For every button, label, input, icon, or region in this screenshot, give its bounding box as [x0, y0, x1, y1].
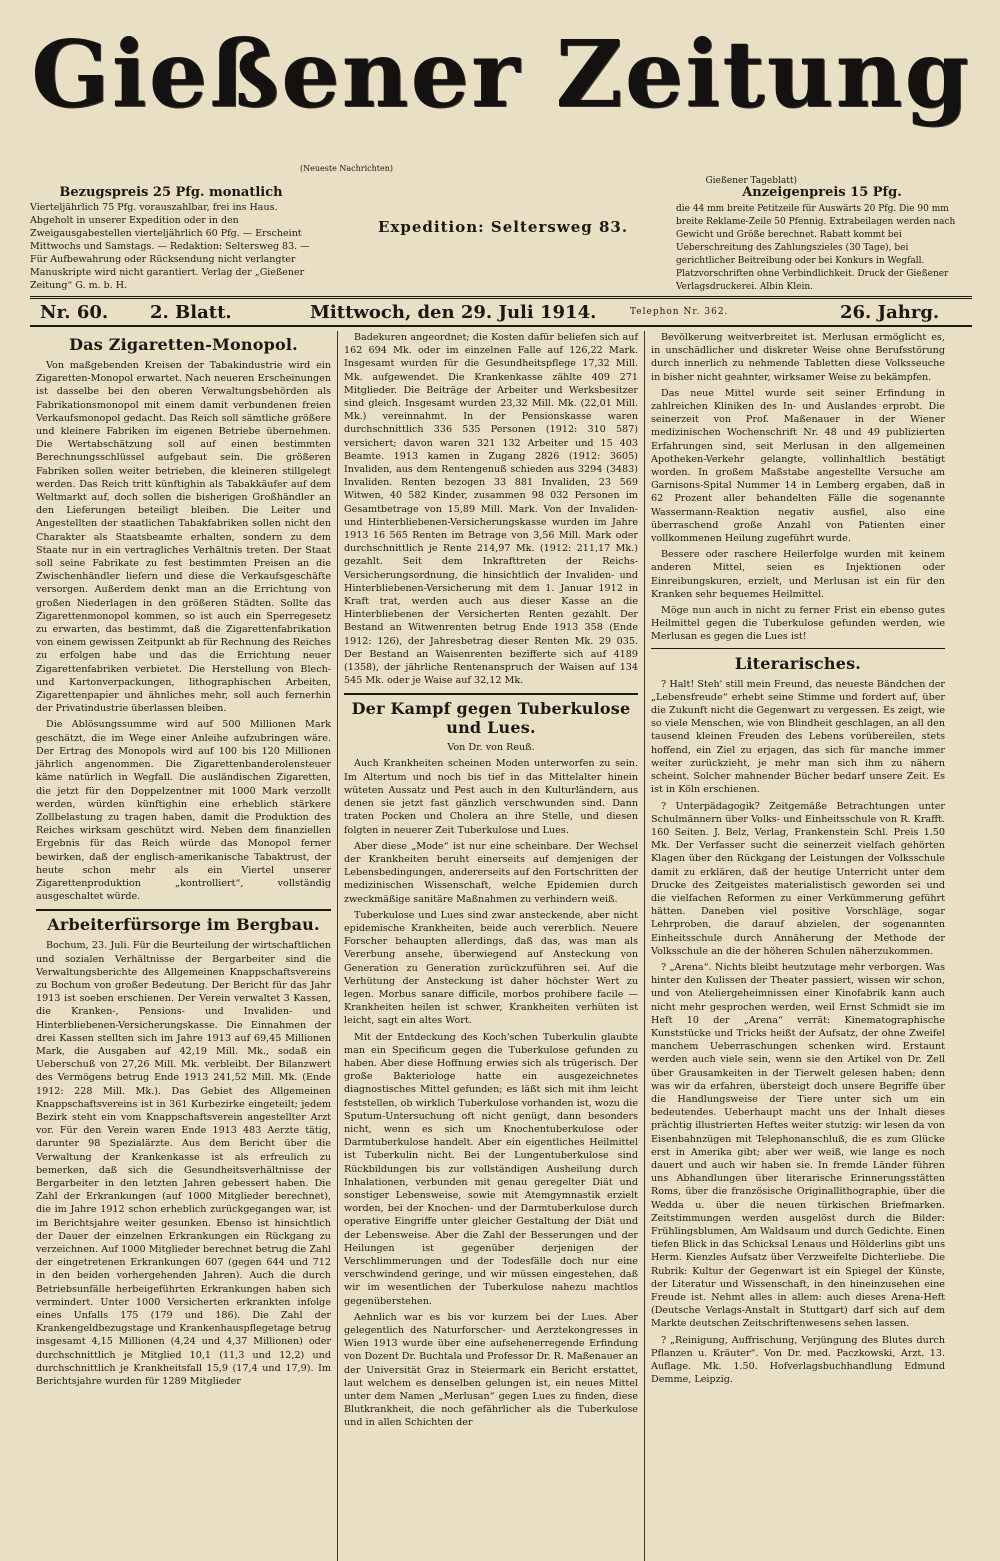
newspaper-title: Gießener Zeitung [31, 20, 971, 128]
info-row [30, 182, 972, 302]
subscription-price: Bezugspreis 25 Pfg. monatlich [59, 185, 283, 200]
column-right [644, 331, 951, 1561]
headline-tuberkulose: Der Kampf gegen Tuberkulose und Lues. [344, 693, 638, 737]
masthead-subtitle-right: Gießener Tageblatt) [705, 176, 797, 186]
paragraph: Mit der Entdeckung des Koch'schen Tuberkulin glaubte man ein Specificum gegen die Tuberkulose gefunden zu haben. Aber diese Hoffnung erwies sich als trügerisch. Der große Bakteriologe hatte ein ausgezeichnetes diagnostisches Mittel gefunden; es läßt sich mit ihm leicht feststellen, ob wirklich Tuberkulose vorhanden ist, wozu die Sputum-Untersuchung oft nicht genügt, dann besonders nicht, wenn es sich um Knochentuberkulose oder Darmtuberkulose handelt. Aber ein eigentliches Heilmittel ist Tuberkulin nicht. Bei der Lungentuberkulose sind Rückbildungen bis zur vollständigen Ausheilung durch Inhalationen, verbunden mit genau geregelter Diät und sonstiger Lebensweise, sowie mit Atemgymnastik erzielt worden, bei der Knochen- und der Darmtuberkulose durch operative Eingriffe unter gleicher Gestaltung der Diät und der Lebensweise. Aber die Zahl der Besserungen und der Heilungen ist gegenüber derjenigen der Verschlimmerungen und der Todesfälle doch nur eine verschwindend geringe, und wir müssen eingestehen, daß wir im wesentlichen der Tuberkulose nahezu machtlos gegenüberstehen. [344, 1031, 638, 1307]
paragraph: Möge nun auch in nicht zu ferner Frist ein ebenso gutes Heilmittel gegen die Tuberkulose gefunden werden, wie Merlusan es gegen die Lues ist! [651, 605, 945, 643]
article-columns [30, 331, 972, 1561]
sheet-number: 2. Blatt. [150, 301, 232, 323]
subscription-text: Vierteljährlich 75 Pfg. vorauszahlbar, frei ins Haus. Abgeholt in unserer Expedition oder in den Zweigausgabestellen vierteljährlich 60 Pfg. — Erscheint Mittwochs und Samstags. — Redaktion: Seltersweg 83. — Für Aufbewahrung oder Rücksendung nicht verlangter Manuskripte wird nicht garantiert. Verlag der „Gießener Zeitung“ G. m. b. H. [30, 202, 310, 291]
headline-literarisches: Literarisches. [651, 648, 945, 673]
advertising-text: die 44 mm breite Petitzeile für Auswärts 20 Pfg. Die 90 mm breite Reklame-Zeile 50 Pfennig. Extrabeilagen werden nach Gewicht und Größe berechnet. Rabatt kommt bei Ueberschreitung des Zahlungszieles (30 Tage), bei gerichtlicher Beitreibung oder bei Konkurs in Wegfall. Platzvorschriften ohne Verbindlichkeit. Druck der Gießener Verlagsdruckerei. Albin Klein. [676, 204, 956, 292]
paragraph: Bessere oder raschere Heilerfolge wurden mit keinem anderen Mittel, seien es Injektionen oder Einreibungskuren, erzielt, und Merlusan ist ein für den Kranken sehr bequemes Heilmittel. [651, 549, 945, 600]
issue-number: Nr. 60. [40, 301, 109, 323]
paragraph: ? Halt! Steh' still mein Freund, das neueste Bändchen der „Lebensfreude“ erhebt seine Stimme und fordert auf, über die Zukunft nicht die Gegenwart zu vergessen. Es zeigt, wie so viele Menschen, wie von Blindheit geschlagen, an all den tausend kleinen Freuden des Lebens vorübereilen, stets hoffend, ein Ziel zu erjagen, das sich für manche immer weiter zurückzieht, je mehr man sich ihm zu nähern scheint. Solcher mahnender Bücher bedarf unsere Zeit. Es ist in Köln erschienen. [651, 678, 945, 796]
paragraph: Aehnlich war es bis vor kurzem bei der Lues. Aber gelegentlich des Naturforscher- und Aerztekongresses in Wien 1913 wurde über eine aufsehenerregende Erfindung von Dozent Dr. Buchtala und Professor Dr. R. Maßenauer an der Universität Graz in Steiermark ein Bericht erstattet, laut welchem es denselben gelungen ist, ein neues Mittel unter dem Namen „Merlusan“ gegen Lues zu finden, diese Blutkrankheit, die noch gefährlicher als die Tuberkulose und in allen Schichten der [344, 1311, 638, 1429]
column-left [30, 331, 337, 1561]
paragraph: Von maßgebenden Kreisen der Tabakindustrie wird ein Zigaretten-Monopol erwartet. Nach neueren Erscheinungen ist dasselbe bei den oberen Verwaltungsbehörden als Fabrikationsmonopol mit einem damit verbundenen freien Verkaufsmonopol gedacht. Das Reich soll sämtliche größere und kleinere Fabriken im eigenen Betriebe übernehmen. Die Wertabschätzung soll auf einen bestimmten Berechnungsschlüssel aufgebaut sein. Die größeren Fabriken sollen weiter betrieben, die kleineren stillgelegt werden. Das Reich tritt künftighin als Tabakkäufer auf dem Weltmarkt auf, doch sollen die bisherigen Großhändler an den Lieferungen beteiligt bleiben. Die Leiter und Angestellten der staatlichen Tabakfabriken sollen nicht den Charakter als Staatsbeamte erhalten, sondern zu dem Staate nur in ein vertragliches Verhältnis treten. Der Staat soll seine Fabrikate zu fest bestimmten Preisen an die Zwischenhändler liefern und diese die Verkaufsgeschäfte versorgen. Außerdem denkt man an die Errichtung von großen Niederlagen in den größeren Städten. Sollte das Zigarettenmonopol kommen, so ist auch ein Sperregesetz zu erwarten, das bestimmt, daß die Zigarettenfabrikation von einem gewissen Zeitpunkt ab für Rechnung des Reiches zu erfolgen habe und das die Errichtung neuer Zigarettenfabriken verbietet. Die Herstellung von Blech- und Kartonverpackungen, lithographischen Arbeiten, Zigarettenpapier und ähnliches mehr, soll auch fernerhin der Privatindustrie überlassen bleiben. [36, 360, 331, 715]
subscription-info [30, 186, 312, 292]
paragraph: Badekuren angeordnet; die Kosten dafür beliefen sich auf 162 694 Mk. oder im einzelnen Falle auf 126,22 Mark. Insgesamt wurden für die Gesundheitspflege 17,32 Mill. Mk. aufgewendet. Die Krankenkasse zählte 409 271 Mitglieder. Die Beiträge der Arbeiter und Werksbesitzer sind gleich. Insgesamt wurden 23,32 Mill. Mk. (22,01 Mill. Mk.) vereinnahmt. In der Pensionskasse waren durchschnittlich 336 535 Personen (1912: 310 587) versichert; davon waren 321 132 Arbeiter und 15 403 Beamte. 1913 kamen in Zugang 2826 (1912: 3605) Invaliden, aus dem Rentengenuß schieden aus 3294 (3483) Invaliden. Renten bezogen 33 881 Invaliden, 23 569 Witwen, 40 582 Kinder, zusammen 98 032 Personen im Gesamtbetrage von 15,89 Mill. Mark. Von der Invaliden- und Hinterbliebenen-Versicherungskasse wurden im Jahre 1913 16 565 Renten im Betrage von 3,56 Mill. Mark oder durchschnittlich je Rente 214,97 Mk. (1912: 211,17 Mk.) gezahlt. Seit dem Inkrafttreten der Reichs-Versicherungsordnung, die hinsichtlich der Invaliden- und Hinterbliebenen-Versicherung mit dem 1. Januar 1912 in Kraft trat, werden auch aus dieser Kasse an die Hinterbliebenen der Versicherten Renten gezahlt. Der Bestand an Witwenrenten betrug Ende 1913 358 (Ende 1912: 126), der Jahresbetrag dieser Renten Mk. 29 035. Der Bestand an Waisenrenten bezifferte sich auf 4189 (1358), der jährliche Rentenanspruch der Waisen auf 134 545 Mk. oder je Waise auf 32,12 Mk. [344, 332, 638, 687]
advertising-info [676, 186, 968, 294]
headline-zigaretten: Das Zigaretten-Monopol. [69, 335, 298, 354]
masthead-subtitle-left: (Neueste Nachrichten) [300, 164, 393, 173]
expedition-address: Expedition: Seltersweg 83. [378, 218, 629, 236]
volume-year: 26. Jahrg. [840, 301, 940, 323]
paragraph: ? „Reinigung, Auffrischung, Verjüngung des Blutes durch Pflanzen u. Kräuter“. Von Dr. med. Paczkowski, Arzt. 13. Auflage. Mk. 1.50. Hofverlagsbuchhandlung Edmund Demme, Leipzig. [651, 1334, 945, 1386]
article-author: Von Dr. von Reuß. [447, 742, 535, 754]
paragraph: Aber diese „Mode“ ist nur eine scheinbare. Der Wechsel der Krankheiten beruht einerseits auf demjenigen der Lebensbedingungen, andererseits auf den Fortschritten der medizinischen Wissenschaft, welche Epidemien durch zweckmäßige sanitäre Maßnahmen zu verhindern weiß. [344, 840, 638, 905]
paragraph: Bochum, 23. Juli. Für die Beurteilung der wirtschaftlichen und sozialen Verhältnisse der Bergarbeiter sind die Verwaltungsberichte des Allgemeinen Knappschaftsvereins zu Bochum von großer Bedeutung. Der Bericht für das Jahr 1913 ist soeben erschienen. Der Verein verwaltet 3 Kassen, die Kranken-, Pensions- und Invaliden- und Hinterbliebenen-Versicherungskasse. Die Einnahmen der drei Kassen stellten sich im Jahre 1913 auf 69,45 Millionen Mark, die Ausgaben auf 42,19 Mill. Mk., sodaß ein Ueberschuß von 27,26 Mill. Mk. verbleibt. Der Bilanzwert des Vermögens betrug Ende 1913 241,52 Mill. Mk. (Ende 1912: 228 Mill. Mk.). Das Gebiet des Allgemeinen Knappschaftsvereins ist in 361 Kurbezirke eingeteilt; jedem Bezirk steht ein vom Knappschaftsverein angestellter Arzt vor. Für den Verein waren Ende 1913 483 Aerzte tätig, darunter 98 Spezialärzte. Aus dem Bericht über die Verwaltung der Krankenkasse ist als erfreulich zu bemerken, daß sich die Gesundheitsverhältnisse der Bergarbeiter in den letzten Jahren gebessert haben. Die Zahl der Erkrankungen (auf 1000 Mitglieder berechnet), die im Jahre 1912 schon erheblich zurückgegangen war, ist im Berichtsjahre weiter gesunken. Ebenso ist hinsichtlich der Dauer der einzelnen Erkrankungen ein Rückgang zu verzeichnen. Auf 1000 Mitglieder berechnet betrug die Zahl der eingetretenen Erkrankungen 607 (gegen 644 und 712 in den beiden vorhergehenden Jahren). Auch die durch Betriebsunfälle herbeigeführten Erkrankungen haben sich vermindert. Unter 1000 Versicherten erkrankten infolge eines Unfalls 175 (179 und 186). Die Zahl der Krankengeldbezugstage und Krankenhauspflegetage betrug insgesamt 4,15 Millionen (4,24 und 4,37 Millionen) oder durchschnittlich je Mitglied 10,1 (11,3 und 12,2) und durchschnittlich je Krankheitsfall 15,9 (17,4 und 17,9). Im Berichtsjahre wurden für 1289 Mitglieder [36, 940, 331, 1388]
paragraph: Auch Krankheiten scheinen Moden unterworfen zu sein. Im Altertum und noch bis tief in das Mittelalter hinein wüteten Aussatz und Pest auch in den Kulturländern, aus denen sie jetzt fast gänzlich verschwunden sind. Dann traten Pocken und Cholera an ihre Stelle, und diesen folgten in neuerer Zeit Tuberkulose und Lues. [344, 758, 638, 836]
headline-bergbau: Arbeiterfürsorge im Bergbau. [36, 909, 331, 934]
paragraph: ? Unterpädagogik? Zeitgemäße Betrachtungen unter Schulmännern über Volks- und Einheitsschule von R. Krafft. 160 Seiten. J. Belz, Verlag, Frankenstein Schl. Preis 1.50 Mk. Der Verfasser sucht die seinerzeit vielfach gehörten Klagen über den Rückgang der Leistungen der Volksschule damit zu erklären, daß der heutige Unterricht unter dem Drucke des Zeitgeistes materialistisch geworden sei und die vielfachen Reformen zu einer Verkümmerung geführt hätten. Daneben viel positive Vorschläge, sogar Lehrproben, die darauf abzielen, der sogenannten Einheitsschule durch Annäherung der Methode der Volksschule an die der höheren Schulen näherzukommen. [651, 800, 945, 957]
paragraph: Das neue Mittel wurde seit seiner Erfindung in zahlreichen Kliniken des In- und Auslandes erprobt. Die seinerzeit von Prof. Maßenauer in der Wiener medizinischen Wochenschrift Nr. 48 und 49 publizierten Erfahrungen sind, seit Merlusan in den allgemeinen Apotheken-Verkehr gelangte, vollinhaltlich bestätigt worden. In großem Maßstabe angestellte Versuche am Garnisons-Spital Nummer 14 in Lemberg ergaben, daß in 62 Prozent aller behandelten Fälle die sogenannte Wassermann-Reaktion negativ ausfiel, also eine überraschend große Anzahl von Patienten einer vollkommenen Heilung zugeführt wurde. [651, 387, 945, 545]
telephone-number: Telephon Nr. 362. [630, 307, 729, 317]
masthead [30, 18, 972, 186]
issue-date: Mittwoch, den 29. Juli 1914. [310, 301, 597, 323]
advertising-price: Anzeigenpreis 15 Pfg. [742, 185, 902, 200]
column-middle [337, 331, 644, 1561]
paragraph: Die Ablösungssumme wird auf 500 Millionen Mark geschätzt, die im Wege einer Anleihe aufzubringen wäre. Der Ertrag des Monopols wird auf 100 bis 120 Millionen jährlich angenommen. Die Zigarettenbanderolensteuer käme natürlich in Wegfall. Die ausländischen Zigaretten, die jetzt für den Doppelzentner mit 1000 Mark verzollt werden, würden künftighin eine erheblich stärkere Zollbelastung zu tragen haben, damit die Produktion des Reiches wirksam geschützt wird. Neben dem finanziellen Ergebnis für das Reich würde das Monopol ferner bewirken, daß der englisch-amerikanische Tabaktrust, der heute schon mehr als ein Viertel unserer Zigarettenproduktion „kontrolliert“, vollständig ausgeschaltet würde. [36, 719, 331, 903]
paragraph: Tuberkulose und Lues sind zwar ansteckende, aber nicht epidemische Krankheiten, beide auch vererblich. Neuere Forscher behaupten allerdings, daß das, was man als Vererbung ansehe, überwiegend auf Ansteckung von Generation zu Generation zurückzuführen sei. Auf die Verhütung der Ansteckung ist daher höchster Wert zu legen. Morbus sanare difficile, morbos prohibere facile — Krankheiten heilen ist schwer, Krankheiten verhüten ist leicht, sagt ein altes Wort. [344, 909, 638, 1027]
paragraph: ? „Arena“. Nichts bleibt heutzutage mehr verborgen. Was hinter den Kulissen der Theater passiert, wissen wir schon, und von Ateliergeheimnissen einer Kinofabrik kann auch nicht mehr gesprochen werden, weil Ernst Schmidt sie im Heft 10 der „Arena“ verrät: Kinematographische Kunststücke und Tricks heißt der Aufsatz, der ohne Zweifel manchem Ueberraschungen schenken wird. Erstaunt werden auch viele sein, wenn sie den Artikel von Dr. Zell über Grausamkeiten in der Tierwelt gelesen haben; denn was wir da erfahren, übersteigt doch unsere Begriffe über die Handlungsweise der Tiere unter sich um ein bedeutendes. Ueberhaupt macht uns der Inhalt dieses prächtig illustrierten Heftes weiter stutzig: wir lesen da von Eisenbahnzügen mit Telephonanschluß, die es zum Glücke erst in Amerika gibt; aber wer weiß, wie lange es noch dauert und auch wir haben sie. In fremde Länder führen uns Abhandlungen über literarische Erinnerungsstätten Roms, über die französische Originallithographie, über die Wedda u. über die neuen türkischen Briefmarken. Zeitstimmungen werden ausgelöst durch die Bilder: Frühlingsblumen, Am Waldsaum und durch Gedichte. Einen tiefen Blick in das Schicksal Lenaus und Hölderlins gibt uns Herm. Kienzles Aufsatz über Verzweifelte Dichterliebe. Die Rubrik: Kultur der Gegenwart ist ein Spiegel der Künste, der Literatur und Wissenschaft, in den hineinzusehen eine Freude ist. Nehmt alles in allem: auch dieses Arena-Heft (Deutsche Verlags-Anstalt in Stuttgart) darf sich auf dem Markte deutschen Zeitschriftenwesens sehen lassen. [651, 961, 945, 1330]
paragraph: Bevölkerung weitverbreitet ist. Merlusan ermöglicht es, in unschädlicher und diskreter Weise ohne Berufsstörung durch innerlich zu nehmende Tabletten diese Volksseuche in bisher nicht geahnter, wirksamer Weise zu bekämpfen. [651, 332, 945, 383]
